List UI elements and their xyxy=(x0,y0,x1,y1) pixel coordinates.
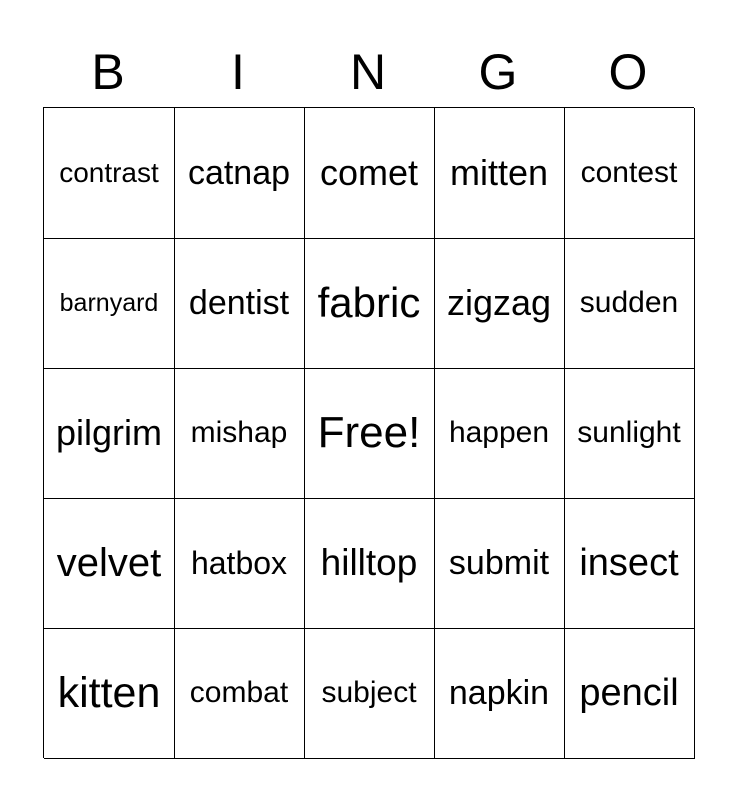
bingo-cell: combat xyxy=(174,628,305,759)
bingo-cell: subject xyxy=(304,628,435,759)
bingo-cell: hilltop xyxy=(304,498,435,629)
bingo-header xyxy=(43,40,693,104)
bingo-cell: happen xyxy=(434,368,565,499)
bingo-cell: zigzag xyxy=(434,238,565,369)
bingo-cell: hatbox xyxy=(174,498,305,629)
bingo-cell: kitten xyxy=(44,628,175,759)
bingo-cell: comet xyxy=(304,108,435,239)
bingo-cell: pencil xyxy=(564,628,695,759)
bingo-cell: dentist xyxy=(174,238,305,369)
free-cell: Free! xyxy=(304,368,435,499)
bingo-cell: submit xyxy=(434,498,565,629)
bingo-cell: sudden xyxy=(564,238,695,369)
bingo-cell: napkin xyxy=(434,628,565,759)
bingo-grid xyxy=(43,107,694,758)
header-letter-o: O xyxy=(608,44,648,100)
bingo-cell: mishap xyxy=(174,368,305,499)
bingo-cell: contrast xyxy=(44,108,175,239)
bingo-cell: catnap xyxy=(174,108,305,239)
bingo-cell: barnyard xyxy=(44,238,175,369)
header-letter-n: N xyxy=(349,44,387,100)
header-letter-i: I xyxy=(231,44,245,100)
header-letter-b: B xyxy=(91,44,125,100)
bingo-cell: insect xyxy=(564,498,695,629)
bingo-cell: contest xyxy=(564,108,695,239)
header-letter-g: G xyxy=(478,44,518,100)
bingo-cell: mitten xyxy=(434,108,565,239)
bingo-cell: velvet xyxy=(44,498,175,629)
bingo-cell: sunlight xyxy=(564,368,695,499)
bingo-cell: pilgrim xyxy=(44,368,175,499)
bingo-cell: fabric xyxy=(304,238,435,369)
